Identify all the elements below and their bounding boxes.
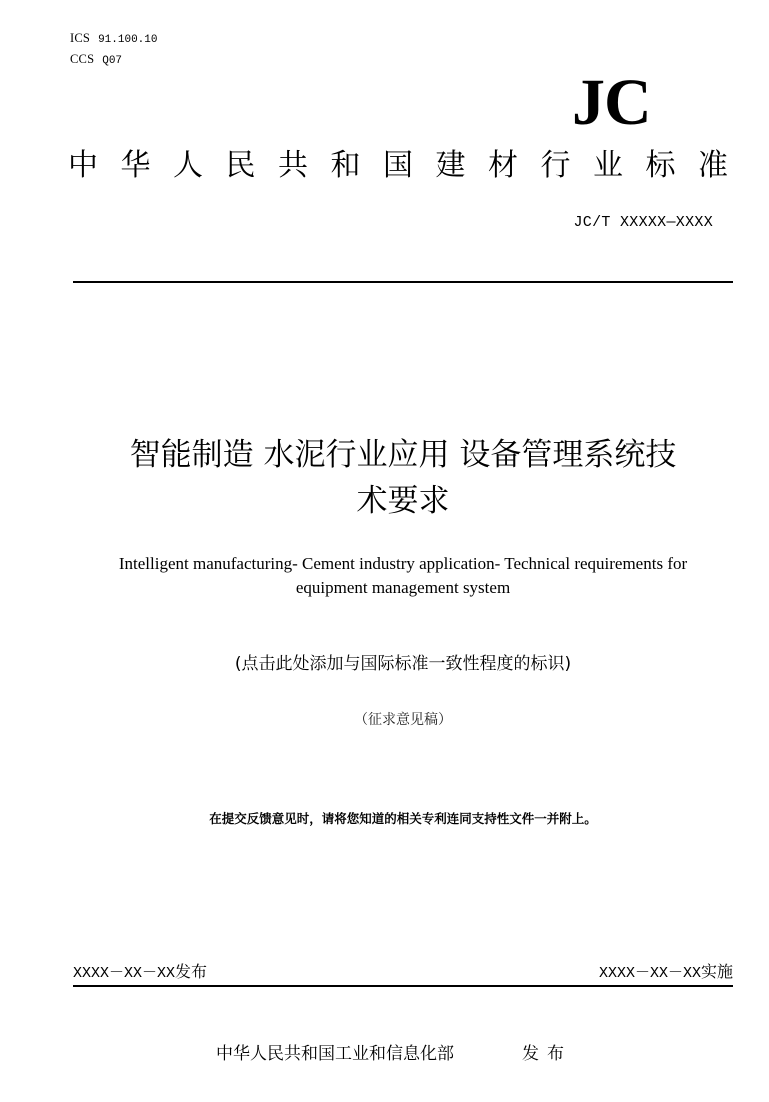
issue-date — [73, 960, 207, 986]
organization-char: 准 — [698, 148, 728, 183]
organization-char: 国 — [383, 148, 413, 183]
bottom-divider — [73, 985, 733, 987]
title-english-line-2: equipment management system — [295, 578, 511, 597]
organization-char: 建 — [435, 148, 466, 183]
organization-char: 行 — [540, 148, 571, 183]
standard-organization-title — [68, 146, 728, 186]
organization-char: 中 — [68, 148, 98, 183]
organization-char: 和 — [330, 148, 361, 183]
ccs-code: Q07 — [102, 55, 123, 67]
ccs-classification — [70, 52, 122, 67]
organization-char: 材 — [488, 148, 518, 183]
organization-char: 华 — [120, 148, 151, 183]
title-chinese-line-1: 智能制造 水泥行业应用 设备管理系统技 — [129, 437, 677, 473]
implementation-date — [599, 960, 733, 986]
title-chinese-line-2: 术要求 — [356, 483, 450, 519]
organization-char: 业 — [593, 148, 623, 183]
issue-date-word: 发布 — [175, 962, 208, 981]
issue-date-code: XXXX－XX－XX — [73, 965, 176, 982]
title-english-line-1: Intelligent manufacturing- Cement industry application- Technical requirements for — [118, 554, 688, 573]
title-english — [60, 552, 746, 600]
organization-char: 共 — [278, 148, 308, 183]
standard-code: JC/T XXXXX—XXXX — [573, 214, 713, 231]
ics-classification — [70, 31, 157, 46]
patent-notice: 在提交反馈意见时，请将您知道的相关专利连同支持性文件一并附上。 — [209, 811, 597, 826]
implementation-date-code: XXXX－XX－XX — [598, 965, 701, 982]
draft-status-label: （征求意见稿） — [354, 712, 452, 728]
publish-word: 发布 — [522, 1044, 572, 1064]
ccs-label: CCS — [70, 52, 95, 66]
organization-char: 人 — [173, 148, 203, 183]
organization-char: 民 — [225, 148, 256, 183]
jc-logo: JC — [572, 66, 651, 139]
ics-code: 91.100.10 — [98, 34, 158, 46]
ics-label: ICS — [70, 31, 91, 45]
top-divider — [73, 281, 733, 283]
international-consistency-note[interactable]: (点击此处添加与国际标准一致性程度的标识) — [234, 654, 572, 674]
title-chinese — [60, 432, 746, 524]
publisher-name: 中华人民共和国工业和信息化部 — [216, 1044, 454, 1064]
implementation-date-word: 实施 — [700, 962, 733, 981]
organization-char: 标 — [645, 148, 676, 183]
